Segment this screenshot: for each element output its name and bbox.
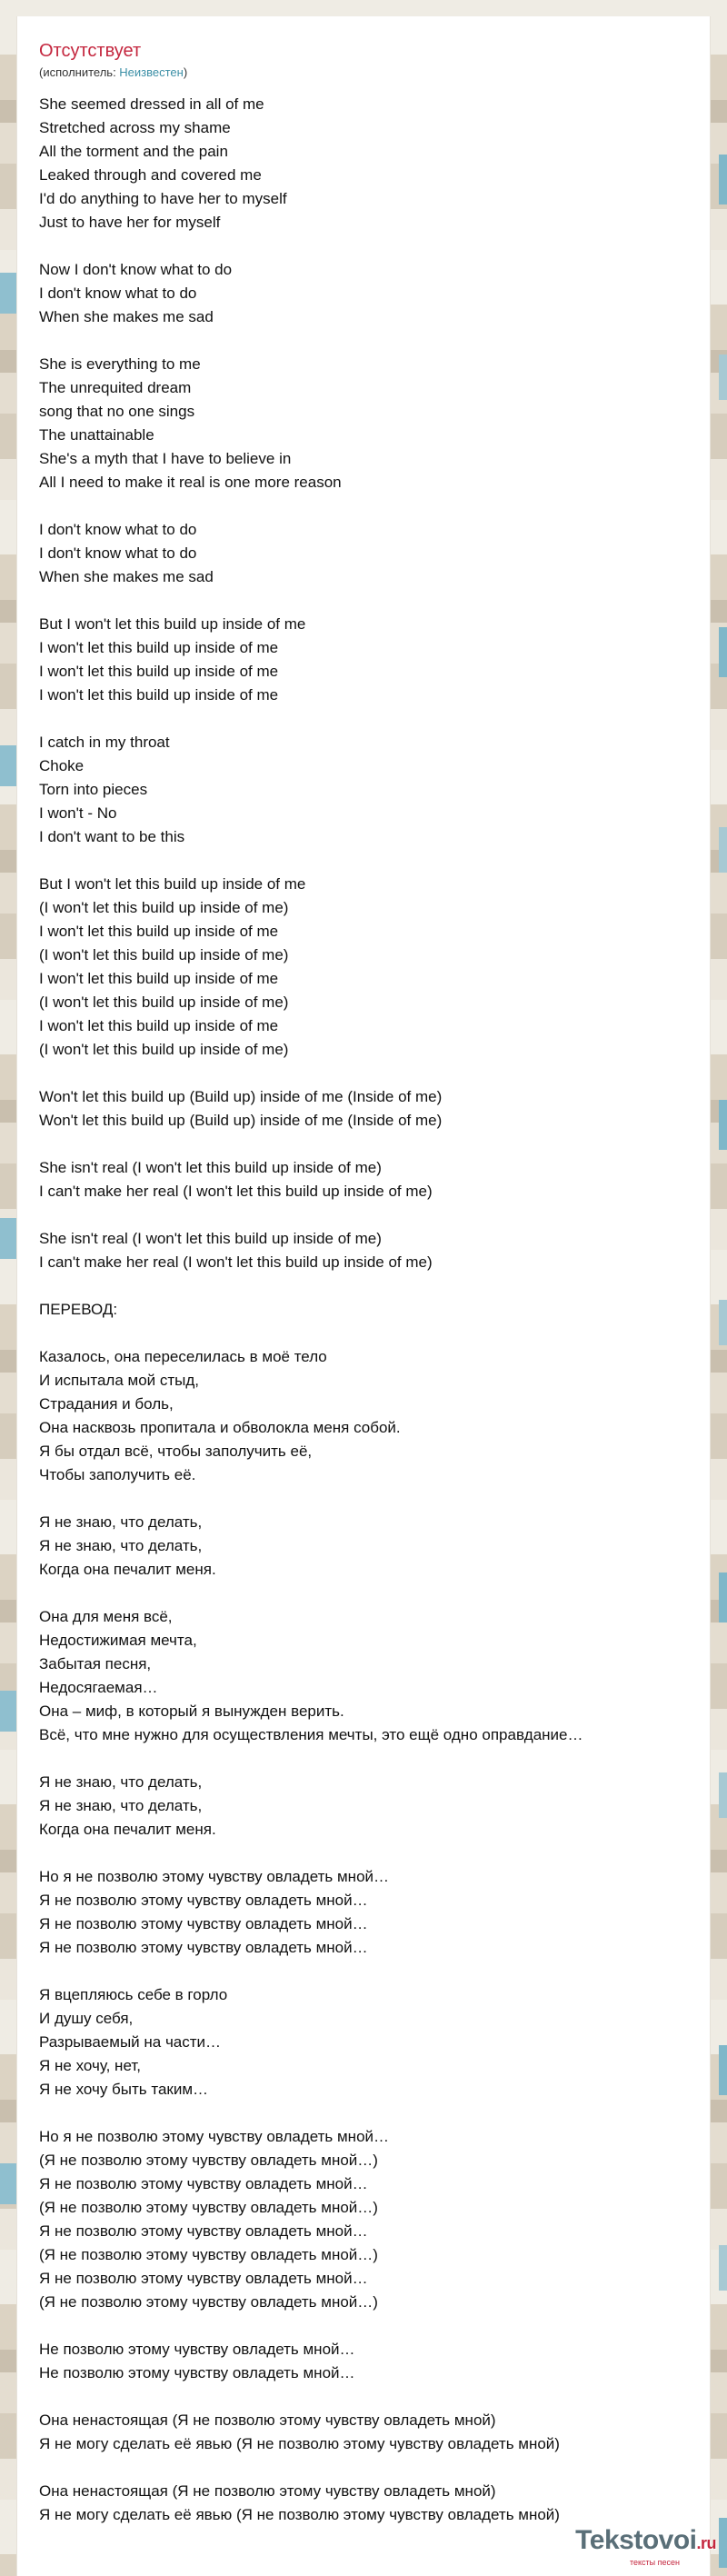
lyrics-line: Я не хочу, нет,	[39, 2057, 141, 2074]
lyrics-line: Я не знаю, что делать,	[39, 1773, 203, 1791]
lyrics-line: Она – миф, в который я вынужден верить.	[39, 1702, 344, 1720]
lyrics-line: Я не позволю этому чувству овладеть мной…	[39, 1939, 368, 1956]
logo-name: Tekstovoi	[575, 2525, 697, 2555]
lyrics-line: Недосягаемая…	[39, 1679, 158, 1696]
site-logo[interactable]	[575, 2527, 716, 2567]
lyrics-line: But I won't let this build up inside of me	[39, 615, 306, 633]
lyrics-line: Когда она печалит меня.	[39, 1561, 216, 1578]
lyrics-line: Не позволю этому чувству овладеть мной…	[39, 2364, 355, 2381]
lyrics-line: All the torment and the pain	[39, 143, 228, 160]
lyrics-line: Не позволю этому чувству овладеть мной…	[39, 2341, 355, 2358]
lyrics-stanza	[39, 2125, 710, 2314]
lyrics-stanza	[39, 1771, 710, 1842]
logo-tagline: тексты песен	[629, 2558, 680, 2567]
lyrics-stanza	[39, 1865, 710, 1960]
lyrics-line: song that no one sings	[39, 403, 195, 420]
background-stripe-right	[719, 0, 727, 2576]
lyrics-line: Когда она печалит меня.	[39, 1821, 216, 1838]
artist-line	[39, 65, 710, 81]
lyrics-stanza	[39, 1156, 710, 1203]
lyrics-card	[16, 16, 711, 2576]
lyrics-line: Разрываемый на части…	[39, 2033, 222, 2051]
lyrics-line: Я не позволю этому чувству овладеть мной…	[39, 1892, 368, 1909]
song-title: Отсутствует	[39, 41, 142, 61]
lyrics-text	[39, 93, 710, 2527]
lyrics-line: I don't know what to do	[39, 285, 197, 302]
lyrics-line: I can't make her real (I won't let this build up inside of me)	[39, 1253, 433, 1271]
lyrics-stanza	[39, 613, 710, 707]
lyrics-line: I won't let this build up inside of me	[39, 686, 279, 704]
lyrics-line: Но я не позволю этому чувству овладеть мной…	[39, 2128, 390, 2145]
lyrics-line: Я не могу сделать её явью (Я не позволю этому чувству овладеть мной)	[39, 2506, 560, 2523]
logo-wordmark	[575, 2527, 716, 2557]
lyrics-line: All I need to make it real is one more reason	[39, 474, 342, 491]
lyrics-line: The unrequited dream	[39, 379, 192, 396]
artist-suffix: )	[183, 65, 188, 79]
lyrics-line: I won't let this build up inside of me	[39, 663, 279, 680]
lyrics-stanza	[39, 258, 710, 329]
lyrics-line: I can't make her real (I won't let this build up inside of me)	[39, 1183, 433, 1200]
artist-link[interactable]: Неизвестен	[119, 65, 184, 79]
lyrics-line: Just to have her for myself	[39, 214, 221, 231]
lyrics-line: Она ненастоящая (Я не позволю этому чувству овладеть мной)	[39, 2482, 496, 2500]
lyrics-line: But I won't let this build up inside of me	[39, 875, 306, 893]
lyrics-stanza	[39, 93, 710, 235]
lyrics-stanza	[39, 731, 710, 849]
lyrics-line: When she makes me sad	[39, 308, 214, 325]
lyrics-line: I won't let this build up inside of me	[39, 970, 279, 987]
lyrics-line: (Я не позволю этому чувству овладеть мной…)	[39, 2246, 378, 2263]
lyrics-line: Я не позволю этому чувству овладеть мной…	[39, 1915, 368, 1932]
lyrics-line: Leaked through and covered me	[39, 166, 262, 184]
lyrics-line: Забытая песня,	[39, 1655, 152, 1672]
lyrics-line: She isn't real (I won't let this build up inside of me)	[39, 1159, 382, 1176]
lyrics-line: Now I don't know what to do	[39, 261, 233, 278]
lyrics-line: She's a myth that I have to believe in	[39, 450, 292, 467]
lyrics-line: I'd do anything to have her to myself	[39, 190, 287, 207]
lyrics-line: Я вцепляюсь себе в горло	[39, 1986, 228, 2003]
lyrics-line: Я не могу сделать её явью (Я не позволю этому чувству овладеть мной)	[39, 2435, 560, 2452]
lyrics-line: И душу себя,	[39, 2010, 134, 2027]
lyrics-stanza	[39, 2338, 710, 2385]
lyrics-line: The unattainable	[39, 426, 154, 444]
lyrics-line: Won't let this build up (Build up) inside of me (Inside of me)	[39, 1112, 443, 1129]
lyrics-line: И испытала мой стыд,	[39, 1372, 200, 1389]
lyrics-line: (Я не позволю этому чувству овладеть мной…)	[39, 2152, 378, 2169]
lyrics-line: Недостижимая мечта,	[39, 1632, 197, 1649]
lyrics-line: She is everything to me	[39, 355, 201, 373]
lyrics-stanza	[39, 1983, 710, 2102]
lyrics-line: Stretched across my shame	[39, 119, 231, 136]
lyrics-stanza	[39, 353, 710, 494]
lyrics-stanza	[39, 518, 710, 589]
lyrics-line: Я не хочу быть таким…	[39, 2081, 209, 2098]
lyrics-line: (Я не позволю этому чувству овладеть мной…)	[39, 2199, 378, 2216]
lyrics-line: (Я не позволю этому чувству овладеть мной…)	[39, 2293, 378, 2311]
lyrics-line: Она для меня всё,	[39, 1608, 173, 1625]
lyrics-line: I won't let this build up inside of me	[39, 639, 279, 656]
lyrics-line: Won't let this build up (Build up) inside of me (Inside of me)	[39, 1088, 443, 1105]
lyrics-line: She isn't real (I won't let this build up inside of me)	[39, 1230, 382, 1247]
lyrics-line: Но я не позволю этому чувству овладеть мной…	[39, 1868, 390, 1885]
lyrics-line: Torn into pieces	[39, 781, 148, 798]
lyrics-line: Я не позволю этому чувству овладеть мной…	[39, 2270, 368, 2287]
lyrics-line: Я не позволю этому чувству овладеть мной…	[39, 2175, 368, 2192]
lyrics-stanza	[39, 1605, 710, 1747]
logo-tld: .ru	[696, 2534, 716, 2552]
lyrics-stanza	[39, 1227, 710, 1274]
lyrics-line: When she makes me sad	[39, 568, 214, 585]
lyrics-line: I don't know what to do	[39, 544, 197, 562]
lyrics-line: Я не позволю этому чувству овладеть мной…	[39, 2222, 368, 2240]
lyrics-line: ПЕРЕВОД:	[39, 1301, 118, 1318]
lyrics-stanza	[39, 1085, 710, 1133]
artist-prefix: (исполнитель:	[39, 65, 120, 79]
lyrics-stanza	[39, 1511, 710, 1582]
lyrics-line: (I won't let this build up inside of me)	[39, 993, 289, 1011]
background-stripe-left	[0, 0, 16, 2576]
lyrics-line: (I won't let this build up inside of me)	[39, 946, 289, 964]
lyrics-line: Я не знаю, что делать,	[39, 1513, 203, 1531]
lyrics-line: Страдания и боль,	[39, 1395, 174, 1413]
lyrics-line: I don't want to be this	[39, 828, 185, 845]
lyrics-line: Всё, что мне нужно для осуществления мечты, это ещё одно оправдание…	[39, 1726, 583, 1743]
lyrics-line: I catch in my throat	[39, 734, 170, 751]
lyrics-stanza	[39, 1345, 710, 1487]
lyrics-line: (I won't let this build up inside of me)	[39, 899, 289, 916]
lyrics-stanza	[39, 873, 710, 1062]
lyrics-line: Я бы отдал всё, чтобы заполучить её,	[39, 1443, 313, 1460]
lyrics-line: I won't let this build up inside of me	[39, 923, 279, 940]
lyrics-stanza	[39, 2480, 710, 2527]
lyrics-line: I don't know what to do	[39, 521, 197, 538]
lyrics-line: Чтобы заполучить её.	[39, 1466, 196, 1483]
lyrics-stanza	[39, 1298, 710, 1322]
lyrics-stanza	[39, 2409, 710, 2456]
lyrics-line: I won't - No	[39, 804, 117, 822]
lyrics-line: I won't let this build up inside of me	[39, 1017, 279, 1034]
lyrics-line: Я не знаю, что делать,	[39, 1537, 203, 1554]
lyrics-line: Я не знаю, что делать,	[39, 1797, 203, 1814]
lyrics-line: She seemed dressed in all of me	[39, 95, 264, 113]
lyrics-line: (I won't let this build up inside of me)	[39, 1041, 289, 1058]
lyrics-line: Choke	[39, 757, 85, 774]
lyrics-line: Она ненастоящая (Я не позволю этому чувству овладеть мной)	[39, 2411, 496, 2429]
lyrics-line: Она насквозь пропитала и обволокла меня собой.	[39, 1419, 401, 1436]
lyrics-line: Казалось, она переселилась в моё тело	[39, 1348, 327, 1365]
